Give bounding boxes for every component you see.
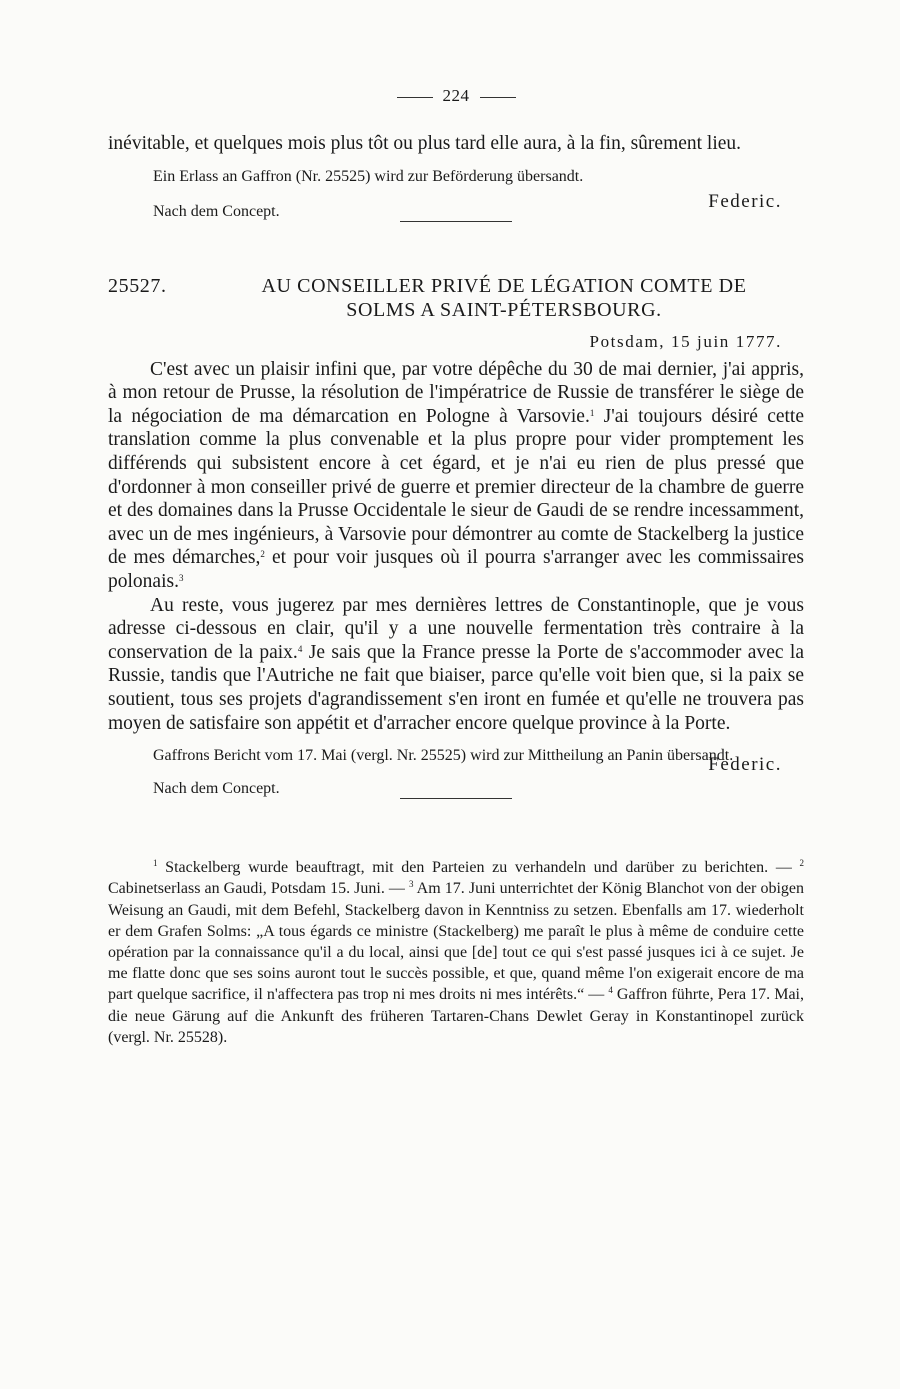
separator-rule (400, 798, 512, 799)
footnotes (108, 857, 804, 1048)
header-dash-right (480, 97, 516, 98)
separator-rule (400, 221, 512, 222)
paragraph-text: Je sais que la France presse la Porte de s'accommoder avec la Russie, tandis que l'Autriche ne fait que biaiser, parce qu'elle voit bien que, si la paix se soutient, tous ses projets d'agrandissement s'en iront en fumée et qu'elle ne trouvera pas moyen de satisfaire son appétit et d'arracher encore quelque province à la Porte. (108, 641, 805, 734)
footnote-4: Gaffron führte, Pera 17. Mai, die neue Gärung auf die Ankunft des früheren Tartaren-Chans Dewlet Geray in Konstantinopel zurück (vergl. Nr. 25528). (108, 986, 804, 1046)
signature-block-1 (108, 187, 804, 221)
signature: Federic. (708, 190, 782, 212)
letter-paragraph-1 (108, 358, 804, 594)
bericht-note: Gaffrons Bericht vom 17. Mai (vergl. Nr. 25525) wird zur Mittheilung an Panin übersandt. (153, 747, 734, 765)
source-note: Nach dem Concept. (153, 780, 280, 798)
footnote-2: Cabinetserlass an Gaudi, Potsdam 15. Juni. — (108, 880, 409, 898)
source-note: Nach dem Concept. (153, 202, 280, 220)
paragraph-text: J'ai toujours désiré cette translation comme la plus convenable et la plus propre pour vider promptement les différends qui subsistent encore à cet égard, et je n'ai eu rien de plus pressé que d'ordonner à mon conseiller privé de guerre et premier directeur de la chambre de guerre et des domaines dans la Prusse Occidentale le sieur de Gaudi de se rendre incessamment, avec un de mes ingénieurs, à Varsovie pour démontrer au comte de Stackelberg la justice de mes démarches, (108, 405, 805, 569)
letter-title-line-1: AU CONSEILLER PRIVÉ DE LÉGATION COMTE DE (261, 274, 747, 297)
footnote-marker: 3 (408, 879, 414, 890)
paragraph-text: et pour voir jusques où il pourra s'arranger avec les commissaires polonais. (108, 547, 804, 592)
continuation-paragraph: inévitable, et quelques mois plus tôt ou plus tard elle aura, à la fin, sûrement lieu. (108, 133, 742, 154)
erlass-note: Ein Erlass an Gaffron (Nr. 25525) wird zur Beförderung übersandt. (153, 167, 584, 185)
page-header (108, 86, 804, 112)
letter-heading (108, 274, 804, 322)
document-page (108, 86, 804, 1048)
letter-paragraph-2 (108, 594, 804, 736)
paragraph-text: Au reste, vous jugerez par mes dernières lettres de Constantinople, que je vous adresse ci-dessous en clair, qu'il y a une nouvelle fermentation très contraire à la conservation de la paix. (108, 594, 804, 663)
footnote-marker: 4 (608, 985, 613, 996)
dateline: Potsdam, 15 juin 1777. (589, 331, 782, 351)
letter-title-line-2: SOLMS A SAINT-PÉTERSBOURG. (346, 298, 662, 321)
footnote-marker: 2 (799, 858, 804, 869)
page-number: 224 (442, 86, 470, 105)
footnote-marker: 1 (589, 407, 595, 418)
footnote-text (108, 857, 804, 1048)
header-dash-left (397, 97, 433, 98)
footnote-1: Stackelberg wurde beauftragt, mit den Parteien zu verhandeln und darüber zu berichten. — (157, 859, 800, 877)
footnote-marker: 3 (178, 572, 184, 583)
signature: Federic. (708, 754, 782, 776)
letter-number: 25527. (108, 274, 167, 297)
paragraph-text: C'est avec un plaisir infini que, par votre dépêche du 30 de mai dernier, j'ai appris, à mon retour de Prusse, la résolution de l'impératrice de Russie de transférer le siège de la négociation de ma démarcation en Pologne à Varsovie. (108, 358, 804, 427)
footnote-marker: 1 (153, 858, 158, 869)
letter-title (204, 274, 804, 322)
footnote-marker: 2 (260, 549, 265, 560)
footnote-marker: 4 (297, 643, 303, 654)
footnote-3: Am 17. Juni unterrichtet der König Blanchot von der obigen Weisung an Gaudi, mit dem Befehl, Stackelberg davon in Kenntniss zu setzen. Ebenfalls am 17. wiederholt er dem Grafen Solms: „A tous égards ce ministre (Stackelberg) me paraît le plus à même de conduire cette opération par la connaissance qu'il a du local, ainsi que [de] tout ce qui s'est passé jusques ici à ce sujet. Je me flatte donc que ses soins auront tout le succès possible, et que, quand même l'on exigerait encore de ma part quelque sacrifice, il n'affectera pas trop ni mes droits ni mes intérêts.“ — (108, 880, 804, 1004)
